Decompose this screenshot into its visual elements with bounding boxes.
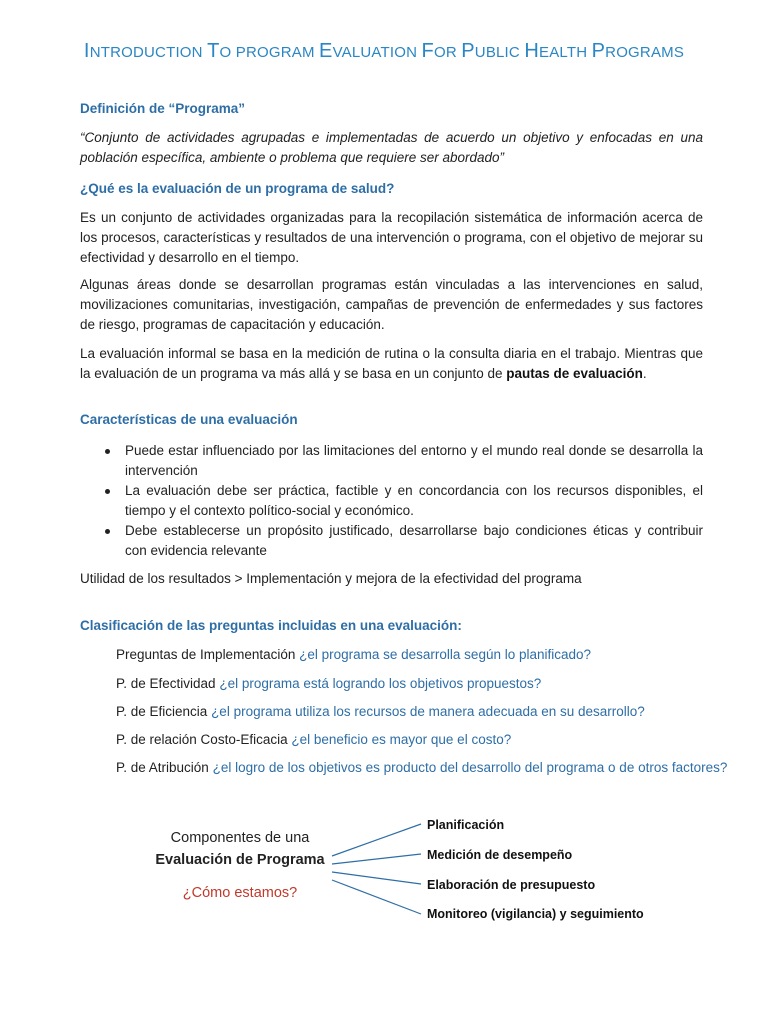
heading-program-definition: Definición de “Programa” bbox=[80, 101, 246, 116]
list-item bbox=[80, 481, 703, 520]
title-part: PROGRAMS bbox=[591, 40, 685, 62]
diagram-title-line2: Evaluación de Programa bbox=[155, 852, 325, 868]
question-text: ¿el beneficio es mayor que el costo? bbox=[291, 732, 512, 747]
title-part: FOR bbox=[421, 40, 462, 62]
list-item-text: Debe establecerse un propósito justificado, desarrollarse bajo condiciones éticas y contribuir con evidencia relevante bbox=[125, 523, 703, 558]
question-row bbox=[116, 732, 511, 747]
diagram-subtitle: ¿Cómo estamos? bbox=[182, 885, 298, 901]
bullet-icon bbox=[105, 449, 110, 454]
question-text: ¿el programa utiliza los recursos de manera adecuada en su desarrollo? bbox=[211, 704, 645, 719]
program-definition-text: “Conjunto de actividades agrupadas e implementadas de acuerdo un objetivo y enfocadas en una población específica, ambiente o problema que requiere ser abordado” bbox=[80, 130, 703, 165]
diagram-connectors bbox=[0, 800, 768, 940]
question-label: Preguntas de Implementación bbox=[116, 647, 300, 662]
paragraph-text: La evaluación informal se basa en la medición de rutina o la consulta diaria en el trabajo. Mientras que la evaluación de un programa va más allá y se basa en un conjunto de bbox=[80, 346, 703, 381]
evaluation-paragraph-3 bbox=[80, 344, 703, 384]
diagram-title-line1: Componentes de una bbox=[170, 830, 310, 846]
connector-line bbox=[332, 824, 421, 856]
list-item bbox=[80, 521, 703, 560]
component-item: Monitoreo (vigilancia) y seguimiento bbox=[427, 907, 644, 921]
connector-line bbox=[332, 854, 421, 864]
heading-characteristics: Características de una evaluación bbox=[80, 412, 298, 427]
question-label: P. de relación Costo-Eficacia bbox=[116, 732, 292, 747]
bullet-icon bbox=[105, 529, 110, 534]
list-item bbox=[80, 441, 703, 480]
document-title bbox=[0, 40, 768, 63]
question-row bbox=[116, 647, 591, 662]
question-label: P. de Efectividad bbox=[116, 676, 220, 691]
evaluation-paragraph-1: Es un conjunto de actividades organizadas para la recopilación sistemática de información acerca de los procesos, características y resultados de una intervención o programa, con el objetivo de mejorar su efectividad y desarrollo en el tiempo. bbox=[80, 210, 703, 265]
connector-line bbox=[332, 872, 421, 884]
paragraph-end: . bbox=[642, 366, 647, 381]
bullet-icon bbox=[105, 489, 110, 494]
question-row bbox=[116, 704, 645, 719]
title-part: TO PROGRAM bbox=[207, 40, 320, 62]
connector-line bbox=[332, 880, 421, 914]
title-part: INTRODUCTION bbox=[83, 40, 208, 62]
characteristics-list bbox=[80, 441, 703, 561]
title-part: HEALTH bbox=[524, 40, 592, 62]
results-utility-text: Utilidad de los resultados > Implementación y mejora de la efectividad del programa bbox=[80, 571, 582, 586]
list-item-text: Puede estar influenciado por las limitaciones del entorno y el mundo real donde se desarrolla la intervención bbox=[125, 443, 703, 478]
title-part: EVALUATION bbox=[319, 40, 422, 62]
question-text: ¿el programa se desarrolla según lo planificado? bbox=[299, 647, 592, 662]
question-label: P. de Atribución bbox=[116, 760, 213, 775]
question-label: P. de Eficiencia bbox=[116, 704, 212, 719]
evaluation-components-diagram bbox=[0, 800, 768, 940]
list-item-text: La evaluación debe ser práctica, factible y en concordancia con los recursos disponibles, el tiempo y el contexto político-social y económico. bbox=[125, 483, 703, 518]
question-row bbox=[116, 760, 727, 775]
heading-question-classification: Clasificación de las preguntas incluidas en una evaluación: bbox=[80, 618, 462, 633]
component-item: Elaboración de presupuesto bbox=[427, 878, 596, 892]
question-row bbox=[116, 676, 541, 691]
question-text: ¿el programa está logrando los objetivos propuestos? bbox=[219, 676, 542, 691]
heading-what-is-evaluation: ¿Qué es la evaluación de un programa de salud? bbox=[80, 181, 395, 196]
component-item: Medición de desempeño bbox=[427, 848, 573, 862]
component-item: Planificación bbox=[427, 818, 505, 832]
question-text: ¿el logro de los objetivos es producto del desarrollo del programa o de otros factores? bbox=[212, 760, 728, 775]
title-part: PUBLIC bbox=[461, 40, 525, 62]
emphasis-text: pautas de evaluación bbox=[506, 366, 643, 381]
evaluation-paragraph-2: Algunas áreas donde se desarrollan programas están vinculadas a las intervenciones en salud, movilizaciones comunitarias, investigación, campañas de prevención de enfermedades y sus factores de riesgo, programas de capacitación y educación. bbox=[80, 277, 703, 332]
